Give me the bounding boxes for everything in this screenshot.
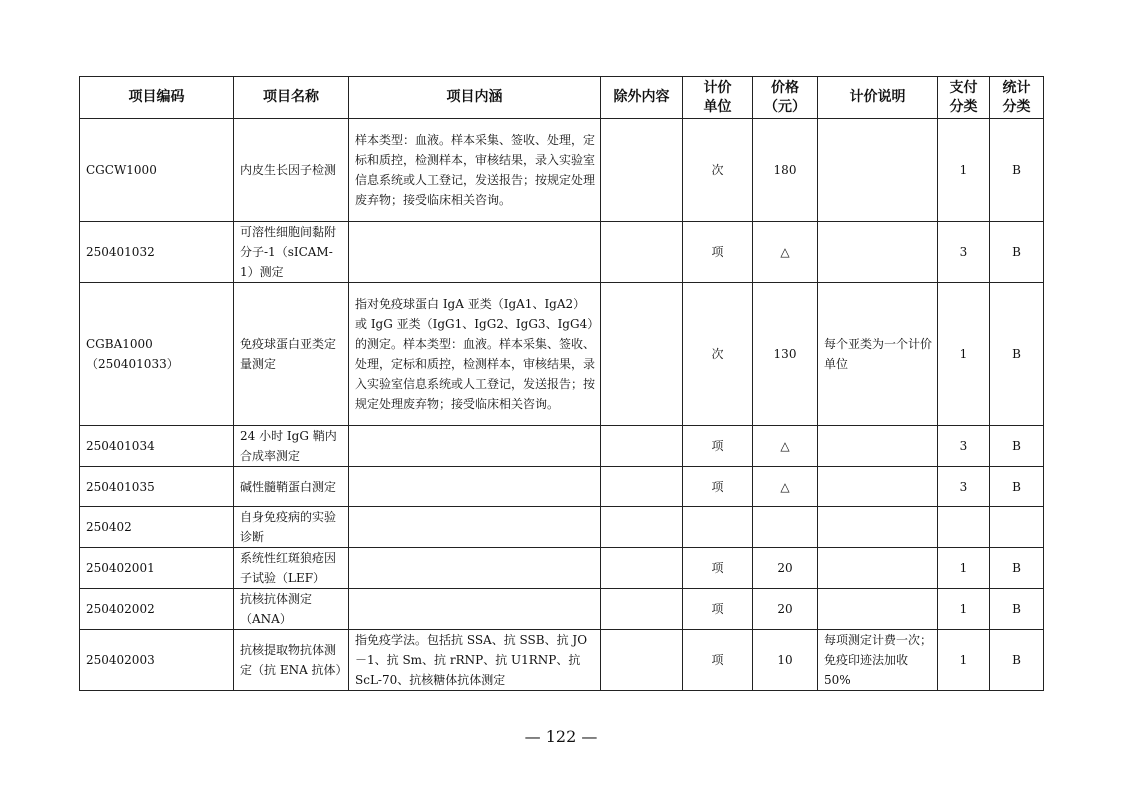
table-row <box>80 507 1044 548</box>
item-content <box>349 548 601 589</box>
item-name: 抗核提取物抗体测定（抗 ENA 抗体） <box>234 630 349 691</box>
item-stat <box>990 507 1044 548</box>
item-unit: 项 <box>683 630 753 691</box>
item-name: 24 小时 IgG 鞘内合成率测定 <box>234 426 349 467</box>
item-code: 250402003 <box>80 630 234 691</box>
header-name: 项目名称 <box>234 77 349 119</box>
item-price: △ <box>753 222 818 283</box>
item-name: 免疫球蛋白亚类定量测定 <box>234 283 349 426</box>
item-excluded <box>601 589 683 630</box>
item-name: 内皮生长因子检测 <box>234 119 349 222</box>
item-payment: 3 <box>938 467 990 507</box>
item-name: 碱性髓鞘蛋白测定 <box>234 467 349 507</box>
page-number: — 122 — <box>524 727 598 746</box>
item-stat: B <box>990 119 1044 222</box>
table-row <box>80 426 1044 467</box>
item-stat: B <box>990 467 1044 507</box>
item-unit: 次 <box>683 119 753 222</box>
item-price: △ <box>753 426 818 467</box>
table-row <box>80 283 1044 426</box>
item-price: △ <box>753 467 818 507</box>
item-note <box>818 589 938 630</box>
item-unit: 次 <box>683 283 753 426</box>
item-content <box>349 426 601 467</box>
item-stat: B <box>990 222 1044 283</box>
header-stat: 统计 分类 <box>990 77 1044 119</box>
item-note <box>818 222 938 283</box>
item-payment: 3 <box>938 426 990 467</box>
item-stat: B <box>990 548 1044 589</box>
item-payment: 1 <box>938 119 990 222</box>
item-unit: 项 <box>683 548 753 589</box>
item-stat: B <box>990 426 1044 467</box>
item-excluded <box>601 630 683 691</box>
item-content <box>349 222 601 283</box>
header-note: 计价说明 <box>818 77 938 119</box>
table-row <box>80 222 1044 283</box>
item-price: 180 <box>753 119 818 222</box>
item-unit: 项 <box>683 589 753 630</box>
item-name: 可溶性细胞间黏附分子-1（sICAM-1）测定 <box>234 222 349 283</box>
header-unit: 计价 单位 <box>683 77 753 119</box>
item-note <box>818 507 938 548</box>
item-payment: 1 <box>938 589 990 630</box>
item-code: 250402 <box>80 507 234 548</box>
item-excluded <box>601 507 683 548</box>
item-unit: 项 <box>683 467 753 507</box>
table-row <box>80 630 1044 691</box>
item-note <box>818 548 938 589</box>
item-excluded <box>601 467 683 507</box>
item-code: 250402001 <box>80 548 234 589</box>
table-row <box>80 467 1044 507</box>
item-unit: 项 <box>683 222 753 283</box>
item-payment <box>938 507 990 548</box>
item-content <box>349 589 601 630</box>
item-excluded <box>601 119 683 222</box>
item-note <box>818 467 938 507</box>
item-content: 指免疫学法。包括抗 SSA、抗 SSB、抗 JO－1、抗 Sm、抗 rRNP、抗 U1RNP、抗 ScL-70、抗核糖体抗体测定 <box>349 630 601 691</box>
item-price <box>753 507 818 548</box>
header-row <box>80 77 1044 119</box>
item-note <box>818 426 938 467</box>
item-payment: 1 <box>938 548 990 589</box>
header-excluded: 除外内容 <box>601 77 683 119</box>
item-price: 20 <box>753 589 818 630</box>
item-excluded <box>601 222 683 283</box>
item-note: 每个亚类为一个计价单位 <box>818 283 938 426</box>
header-price: 价格 （元） <box>753 77 818 119</box>
item-name: 抗核抗体测定（ANA） <box>234 589 349 630</box>
item-price: 20 <box>753 548 818 589</box>
item-name: 自身免疫病的实验诊断 <box>234 507 349 548</box>
item-payment: 1 <box>938 283 990 426</box>
item-code: 250401035 <box>80 467 234 507</box>
item-note <box>818 119 938 222</box>
item-unit <box>683 507 753 548</box>
item-payment: 1 <box>938 630 990 691</box>
item-price: 130 <box>753 283 818 426</box>
item-stat: B <box>990 283 1044 426</box>
header-content: 项目内涵 <box>349 77 601 119</box>
item-code: CGCW1000 <box>80 119 234 222</box>
item-code: 250401034 <box>80 426 234 467</box>
item-name: 系统性红斑狼疮因子试验（LEF） <box>234 548 349 589</box>
item-unit: 项 <box>683 426 753 467</box>
item-excluded <box>601 548 683 589</box>
table-row <box>80 119 1044 222</box>
item-content: 指对免疫球蛋白 IgA 亚类（IgA1、IgA2）或 IgG 亚类（IgG1、IgG2、IgG3、IgG4）的测定。样本类型：血液。样本采集、签收、处理，定标和质控，检测样本，审核结果，录入实验室信息系统或人工登记，发送报告；按规定处理废弃物；接受临床相关咨询。 <box>349 283 601 426</box>
item-excluded <box>601 426 683 467</box>
item-code: 250401032 <box>80 222 234 283</box>
item-code: 250402002 <box>80 589 234 630</box>
item-content <box>349 467 601 507</box>
item-excluded <box>601 283 683 426</box>
item-code: CGBA1000（250401033） <box>80 283 234 426</box>
table-row <box>80 589 1044 630</box>
header-code: 项目编码 <box>80 77 234 119</box>
item-price: 10 <box>753 630 818 691</box>
item-content <box>349 507 601 548</box>
item-payment: 3 <box>938 222 990 283</box>
item-content: 样本类型：血液。样本采集、签收、处理，定标和质控，检测样本，审核结果，录入实验室信息系统或人工登记，发送报告；按规定处理废弃物；接受临床相关咨询。 <box>349 119 601 222</box>
item-note: 每项测定计费一次；免疫印迹法加收 50% <box>818 630 938 691</box>
item-stat: B <box>990 589 1044 630</box>
table-row <box>80 548 1044 589</box>
header-payment: 支付 分类 <box>938 77 990 119</box>
item-stat: B <box>990 630 1044 691</box>
price-table <box>79 76 1044 691</box>
